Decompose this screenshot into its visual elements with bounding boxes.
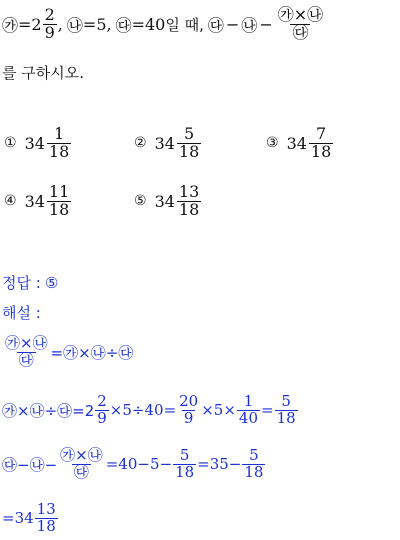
solution-line-1 (2, 330, 133, 374)
solution-3-f3-num: 5 (249, 445, 259, 464)
choice-numerator: 1 (54, 124, 65, 143)
choice-denominator: 18 (178, 141, 200, 161)
solution-2-fraction-1 (95, 391, 109, 427)
solution-1-fraction (3, 333, 50, 369)
solution-2-f4-num: 5 (281, 391, 291, 410)
choice-2[interactable] (134, 126, 202, 161)
choice-mark: ① (4, 135, 17, 152)
solution-3-fraction-2 (173, 445, 196, 481)
answer-label: 정답 : (2, 274, 41, 292)
na-equals: =5, (82, 14, 112, 34)
instruction-line (2, 62, 84, 83)
choice-1[interactable] (4, 126, 72, 161)
solution-3-fraction-3 (242, 445, 265, 481)
solution-4-den: 18 (36, 516, 56, 535)
da-symbol: ㉰ (115, 15, 132, 35)
choice-fraction (47, 184, 71, 219)
condition-text: 일 때, (165, 15, 204, 34)
choice-3[interactable] (266, 126, 334, 161)
ga-fraction-denominator: 9 (44, 22, 55, 42)
choice-numerator: 11 (48, 182, 70, 201)
solution-2-f3-den: 40 (238, 408, 259, 427)
choice-fraction (177, 184, 201, 219)
solution-3-mid-1: =40−5− (105, 455, 173, 473)
ga-symbol: ㉮ (2, 15, 19, 35)
solution-3-mid-2: =35− (197, 455, 242, 473)
solution-3-f1-den: ㉰ (73, 462, 89, 481)
solution-2-f2-num: 20 (179, 391, 199, 410)
solution-4-fraction (35, 499, 58, 535)
instruction-text: 를 구하시오. (2, 64, 84, 82)
solution-line-2 (2, 388, 299, 432)
solution-2-f1-den: 9 (97, 408, 107, 427)
solution-3-fraction-1 (58, 445, 105, 481)
solution-1-denominator: ㉰ (18, 350, 34, 369)
solution-3-f3-den: 18 (244, 462, 264, 481)
solution-2-f1-num: 2 (97, 391, 107, 410)
minus-sign: − (259, 14, 273, 34)
solution-line-3 (2, 442, 266, 486)
minus-sign: − (225, 14, 240, 34)
solution-2-fraction-4 (275, 391, 298, 427)
solution-2-f3-num: 1 (243, 391, 254, 410)
choice-denominator: 18 (178, 199, 200, 219)
solution-2-lhs: ㉮×㉯÷㉰=2 (2, 401, 95, 420)
expression-na: ㉯ (241, 15, 258, 35)
ga-fraction-numerator: 2 (44, 4, 55, 24)
ga-fraction (43, 4, 57, 42)
choice-denominator: 18 (48, 199, 70, 219)
solution-4-lhs: =34 (2, 509, 34, 527)
solution-label: 해설 : (2, 304, 41, 322)
expression-fraction-numerator: ㉮×㉯ (277, 4, 324, 24)
choice-whole: 34 (154, 133, 175, 153)
expression-fraction (276, 4, 325, 42)
na-symbol: ㉯ (66, 15, 83, 35)
choice-denominator: 18 (48, 141, 70, 161)
solution-3-f1-num: ㉮×㉯ (60, 445, 103, 464)
solution-line-4 (2, 496, 59, 540)
problem-condition-line (2, 2, 326, 46)
solution-label-line (2, 302, 41, 323)
choice-mark: ③ (266, 135, 279, 152)
solution-2-mid-2: ×5× (201, 401, 236, 419)
choice-numerator: 7 (316, 124, 327, 143)
choice-whole: 34 (24, 133, 45, 153)
expression-da: ㉰ (207, 15, 224, 35)
solution-2-f2-den: 9 (183, 408, 194, 427)
choice-mark: ② (134, 135, 147, 152)
expression-fraction-denominator: ㉰ (292, 22, 309, 42)
choice-whole: 34 (154, 191, 175, 211)
choice-mark: ⑤ (134, 193, 147, 210)
solution-3-lhs: ㉰−㉯− (2, 455, 58, 474)
solution-2-fraction-3 (237, 391, 260, 427)
choice-mark: ④ (4, 193, 17, 210)
solution-4-num: 13 (36, 499, 56, 518)
choice-fraction (47, 126, 71, 161)
answer-value: ⑤ (44, 273, 59, 292)
choice-4[interactable] (4, 184, 72, 219)
choice-fraction (177, 126, 201, 161)
choice-fraction (309, 126, 333, 161)
da-equals: =40 (131, 14, 166, 34)
solution-2-mid-1: ×5÷40= (109, 401, 177, 419)
choice-whole: 34 (286, 133, 307, 153)
solution-3-f2-num: 5 (179, 445, 190, 464)
solution-1-numerator: ㉮×㉯ (5, 333, 48, 352)
choice-whole: 34 (24, 191, 45, 211)
solution-2-equals: = (261, 401, 274, 419)
comma: , (57, 14, 63, 34)
choice-5[interactable] (134, 184, 202, 219)
choice-denominator: 18 (310, 141, 332, 161)
choice-numerator: 5 (184, 124, 195, 143)
solution-1-rest: =㉮×㉯÷㉰ (50, 343, 134, 362)
solution-2-fraction-2 (177, 391, 200, 427)
solution-3-f2-den: 18 (175, 462, 195, 481)
answer-line (2, 272, 58, 293)
solution-2-f4-den: 18 (276, 408, 296, 427)
choice-numerator: 13 (178, 182, 200, 201)
ga-equals: =2 (18, 14, 42, 34)
